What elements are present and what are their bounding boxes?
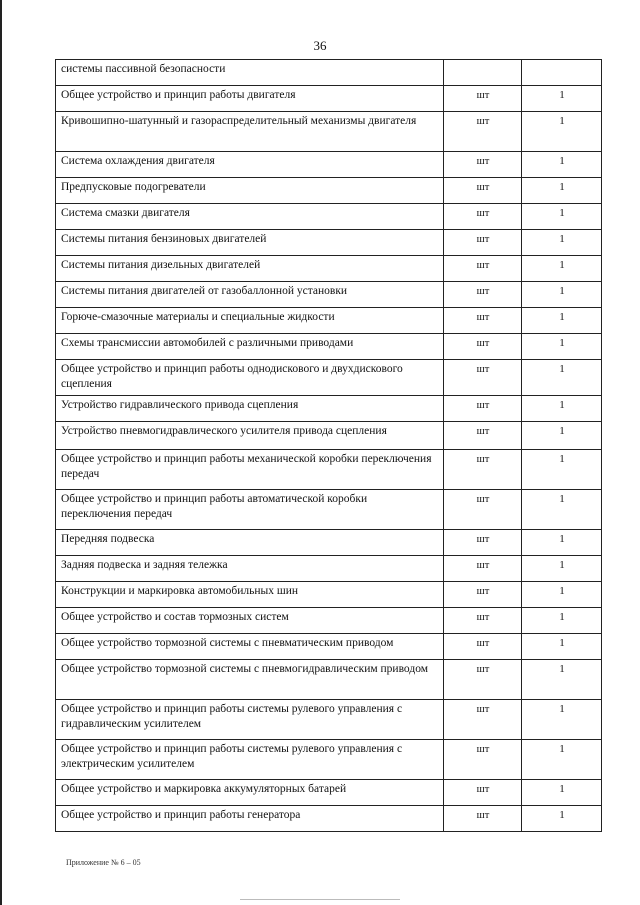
quantity-cell: 1 (522, 152, 602, 178)
item-name-cell: Конструкции и маркировка автомобильных шин (56, 582, 444, 608)
table-row (56, 230, 602, 256)
unit-cell: шт (444, 780, 522, 806)
item-name-cell: Устройство пневмогидравлического усилителя привода сцепления (56, 422, 444, 450)
table-row (56, 86, 602, 112)
quantity-cell: 1 (522, 490, 602, 530)
table-row (56, 152, 602, 178)
item-name-cell: Общее устройство и принцип работы двигателя (56, 86, 444, 112)
table-row (56, 700, 602, 740)
table-row (56, 204, 602, 230)
quantity-cell: 1 (522, 422, 602, 450)
unit-cell: шт (444, 660, 522, 700)
quantity-cell: 1 (522, 308, 602, 334)
table-row (56, 450, 602, 490)
quantity-cell: 1 (522, 86, 602, 112)
table-row (56, 608, 602, 634)
unit-cell: шт (444, 308, 522, 334)
page-edge (0, 0, 2, 905)
quantity-cell: 1 (522, 740, 602, 780)
unit-cell: шт (444, 204, 522, 230)
item-name-cell: Устройство гидравлического привода сцепления (56, 396, 444, 422)
item-name-cell: Общее устройство и маркировка аккумуляторных батарей (56, 780, 444, 806)
item-name-cell: Общее устройство и принцип работы однодискового и двухдискового сцепления (56, 360, 444, 396)
table-row (56, 334, 602, 360)
bottom-scan-mark (240, 899, 400, 900)
page-number: 36 (313, 38, 327, 53)
quantity-cell: 1 (522, 256, 602, 282)
equipment-table (55, 59, 602, 832)
table-row (56, 282, 602, 308)
item-name-cell: Система охлаждения двигателя (56, 152, 444, 178)
unit-cell: шт (444, 556, 522, 582)
quantity-cell: 1 (522, 780, 602, 806)
item-name-cell: Общее устройство тормозной системы с пневмогидравлическим приводом (56, 660, 444, 700)
table-row (56, 780, 602, 806)
table-row (56, 178, 602, 204)
unit-cell: шт (444, 360, 522, 396)
item-name-cell: Общее устройство и состав тормозных систем (56, 608, 444, 634)
quantity-cell: 1 (522, 608, 602, 634)
table-row (56, 490, 602, 530)
unit-cell: шт (444, 422, 522, 450)
item-name-cell: Общее устройство и принцип работы автоматической коробки переключения передач (56, 490, 444, 530)
quantity-cell: 1 (522, 450, 602, 490)
table-row (56, 308, 602, 334)
item-name-cell: Системы питания двигателей от газобаллонной установки (56, 282, 444, 308)
unit-cell: шт (444, 530, 522, 556)
item-name-cell: Общее устройство и принцип работы системы рулевого управления с гидравлическим усилителем (56, 700, 444, 740)
table-row (56, 360, 602, 396)
item-name-cell: Предпусковые подогреватели (56, 178, 444, 204)
item-name-cell: системы пассивной безопасности (56, 60, 444, 86)
table-row (56, 806, 602, 832)
quantity-cell: 1 (522, 396, 602, 422)
quantity-cell: 1 (522, 806, 602, 832)
item-name-cell: Кривошипно-шатунный и газораспределительный механизмы двигателя (56, 112, 444, 152)
table-row (56, 112, 602, 152)
quantity-cell: 1 (522, 178, 602, 204)
table-row (56, 740, 602, 780)
unit-cell: шт (444, 490, 522, 530)
table-row (56, 256, 602, 282)
table-row (56, 634, 602, 660)
table-row (56, 660, 602, 700)
unit-cell: шт (444, 396, 522, 422)
unit-cell: шт (444, 112, 522, 152)
unit-cell: шт (444, 806, 522, 832)
unit-cell: шт (444, 634, 522, 660)
table-body (56, 60, 602, 832)
quantity-cell: 1 (522, 582, 602, 608)
quantity-cell: 1 (522, 204, 602, 230)
table-row (56, 530, 602, 556)
quantity-cell: 1 (522, 112, 602, 152)
quantity-cell: 1 (522, 230, 602, 256)
unit-cell: шт (444, 700, 522, 740)
unit-cell: шт (444, 334, 522, 360)
unit-cell: шт (444, 740, 522, 780)
unit-cell: шт (444, 282, 522, 308)
table-row (56, 556, 602, 582)
table-row (56, 60, 602, 86)
item-name-cell: Схемы трансмиссии автомобилей с различными приводами (56, 334, 444, 360)
unit-cell: шт (444, 582, 522, 608)
unit-cell: шт (444, 608, 522, 634)
item-name-cell: Передняя подвеска (56, 530, 444, 556)
item-name-cell: Общее устройство и принцип работы системы рулевого управления с электрическим усилителем (56, 740, 444, 780)
item-name-cell: Общее устройство и принцип работы генератора (56, 806, 444, 832)
quantity-cell: 1 (522, 282, 602, 308)
table-row (56, 396, 602, 422)
footer-appendix-label: Приложение № 6 – 05 (66, 858, 141, 867)
table-row (56, 582, 602, 608)
quantity-cell: 1 (522, 556, 602, 582)
quantity-cell: 1 (522, 700, 602, 740)
unit-cell: шт (444, 450, 522, 490)
quantity-cell: 1 (522, 660, 602, 700)
unit-cell: шт (444, 178, 522, 204)
item-name-cell: Системы питания бензиновых двигателей (56, 230, 444, 256)
item-name-cell: Общее устройство тормозной системы с пневматическим приводом (56, 634, 444, 660)
unit-cell (444, 60, 522, 86)
unit-cell: шт (444, 86, 522, 112)
unit-cell: шт (444, 152, 522, 178)
table-row (56, 422, 602, 450)
item-name-cell: Общее устройство и принцип работы механической коробки переключения передач (56, 450, 444, 490)
item-name-cell: Система смазки двигателя (56, 204, 444, 230)
quantity-cell: 1 (522, 634, 602, 660)
unit-cell: шт (444, 230, 522, 256)
quantity-cell: 1 (522, 530, 602, 556)
quantity-cell: 1 (522, 360, 602, 396)
unit-cell: шт (444, 256, 522, 282)
quantity-cell (522, 60, 602, 86)
quantity-cell: 1 (522, 334, 602, 360)
item-name-cell: Задняя подвеска и задняя тележка (56, 556, 444, 582)
item-name-cell: Горюче-смазочные материалы и специальные жидкости (56, 308, 444, 334)
item-name-cell: Системы питания дизельных двигателей (56, 256, 444, 282)
